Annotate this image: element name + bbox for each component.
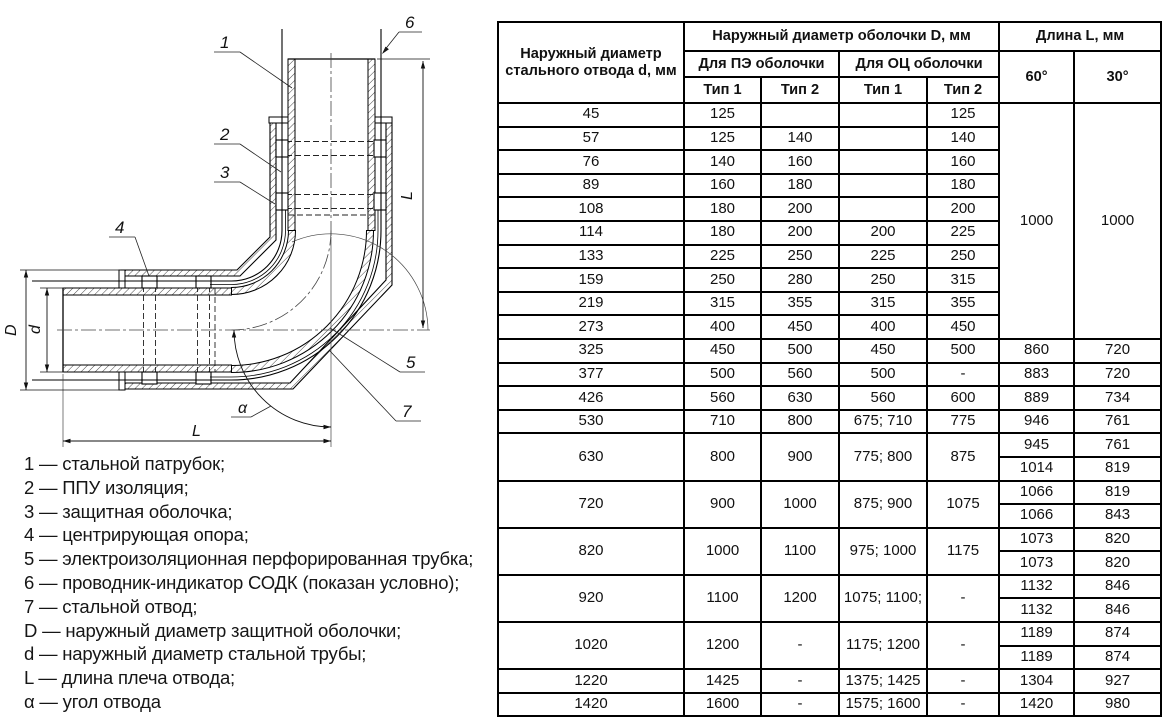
table-cell: 160 [927, 150, 999, 174]
table-cell: 377 [498, 363, 684, 387]
legend-item: D — наружный диаметр защитной оболочки; [24, 619, 402, 641]
header-cell: Тип 1 [839, 77, 927, 103]
table-cell: 1375; 1425 [839, 669, 927, 693]
table-body [498, 103, 1161, 716]
table-cell: 675; 710 [839, 410, 927, 434]
table-cell: 920 [498, 575, 684, 622]
legend-item: 3 — защитная оболочка; [24, 500, 233, 522]
elbow-drawing [0, 0, 497, 452]
table-cell: 500 [684, 363, 761, 387]
table-cell [839, 174, 927, 198]
table-cell: 1100 [761, 528, 839, 575]
table-cell: 946 [999, 410, 1074, 434]
table-cell: 1000 [684, 528, 761, 575]
table-cell: 1075; 1100; [839, 575, 927, 622]
table-cell: 140 [761, 127, 839, 151]
table-cell: 315 [839, 292, 927, 316]
callout-3-label: 3 [220, 163, 230, 182]
table-cell: 1066 [999, 481, 1074, 505]
table-cell: 900 [684, 481, 761, 528]
table-cell: 630 [761, 386, 839, 410]
table-cell: 889 [999, 386, 1074, 410]
table-cell: 560 [761, 363, 839, 387]
table-cell: 400 [839, 315, 927, 339]
dimensions-table [497, 21, 1162, 717]
callout-1-label: 1 [220, 33, 230, 52]
table-cell: 819 [1074, 481, 1161, 505]
table-cell: 1304 [999, 669, 1074, 693]
table-cell: 630 [498, 433, 684, 480]
table-cell: 1600 [684, 693, 761, 717]
table-cell: 1425 [684, 669, 761, 693]
table-cell: 874 [1074, 622, 1161, 646]
callout-2-label: 2 [220, 125, 230, 144]
table-cell: 500 [927, 339, 999, 363]
table-cell: 1132 [999, 598, 1074, 622]
centering-supports [142, 140, 386, 384]
table-cell: 450 [839, 339, 927, 363]
table-cell: 325 [498, 339, 684, 363]
legend [24, 452, 490, 714]
table-cell: 720 [498, 481, 684, 528]
table-cell: 875; 900 [839, 481, 927, 528]
table-cell: 57 [498, 127, 684, 151]
table-row [498, 622, 1161, 646]
table-cell: 1020 [498, 622, 684, 669]
table-cell: 710 [684, 410, 761, 434]
table-cell: 1575; 1600 [839, 693, 927, 717]
table-cell: - [927, 575, 999, 622]
table-cell: 89 [498, 174, 684, 198]
header-cell: Наружный диаметр оболочки D, мм [684, 22, 999, 51]
table-cell: 160 [761, 150, 839, 174]
table-row [498, 669, 1161, 693]
header-cell: Тип 2 [761, 77, 839, 103]
table-cell: 1132 [999, 575, 1074, 599]
callout-6-label: 6 [405, 13, 415, 32]
table-cell: 200 [761, 221, 839, 245]
table-cell: 250 [684, 268, 761, 292]
dim-D-label: D [3, 324, 20, 336]
legend-item: 2 — ППУ изоляция; [24, 476, 189, 498]
table-cell: 843 [1074, 504, 1161, 528]
table-cell: 800 [684, 433, 761, 480]
table-row [498, 386, 1161, 410]
table-cell: - [761, 622, 839, 669]
table-cell: 426 [498, 386, 684, 410]
legend-item: 1 — стальной патрубок; [24, 453, 225, 474]
table-cell: 180 [684, 221, 761, 245]
table-cell: 1073 [999, 528, 1074, 552]
table-cell: 1420 [498, 693, 684, 717]
table-row [498, 363, 1161, 387]
table-cell: 1200 [761, 575, 839, 622]
table-cell: 180 [684, 197, 761, 221]
table-cell: 273 [498, 315, 684, 339]
table-cell: 160 [684, 174, 761, 198]
table-cell: 900 [761, 433, 839, 480]
casing [119, 117, 392, 390]
table-cell: 140 [927, 127, 999, 151]
table-cell: 76 [498, 150, 684, 174]
legend-item: α — угол отвода [24, 690, 161, 712]
table-cell: - [927, 693, 999, 717]
table-cell: 800 [761, 410, 839, 434]
header-cell: Тип 1 [684, 77, 761, 103]
table-cell: 219 [498, 292, 684, 316]
callout-5-label: 5 [406, 353, 416, 372]
table-cell [839, 127, 927, 151]
dim-alpha-label: α [238, 400, 248, 417]
table-cell: 1189 [999, 622, 1074, 646]
table-cell: 734 [1074, 386, 1161, 410]
table-cell: 500 [839, 363, 927, 387]
legend-item: 7 — стальной отвод; [24, 595, 198, 617]
table-cell: 819 [1074, 457, 1161, 481]
table-cell [839, 103, 927, 127]
table-cell: 530 [498, 410, 684, 434]
table-cell: 250 [761, 245, 839, 269]
table-cell: 860 [999, 339, 1074, 363]
table-cell: 1420 [999, 693, 1074, 717]
table-cell [839, 150, 927, 174]
table-row [498, 575, 1161, 599]
table-cell: - [927, 363, 999, 387]
table-cell: 1175 [927, 528, 999, 575]
table-cell: 1000 [761, 481, 839, 528]
header-cell: Тип 2 [927, 77, 999, 103]
table-cell: 114 [498, 221, 684, 245]
legend-item: d — наружный диаметр стальной трубы; [24, 643, 367, 665]
table-cell: 159 [498, 268, 684, 292]
table-cell: - [761, 669, 839, 693]
table-cell: 450 [684, 339, 761, 363]
table-cell: 200 [839, 221, 927, 245]
table-cell: 775 [927, 410, 999, 434]
legend-item: L — длина плеча отвода; [24, 667, 235, 689]
table-row [498, 22, 1161, 51]
table-cell: 775; 800 [839, 433, 927, 480]
dim-d-label: d [27, 325, 44, 334]
table-row [498, 693, 1161, 717]
table-cell: 1000 [1074, 103, 1161, 339]
table-row [498, 103, 1161, 127]
callout-7-label: 7 [402, 402, 412, 421]
table-cell: 125 [927, 103, 999, 127]
table-cell: 180 [761, 174, 839, 198]
table-cell: 200 [761, 197, 839, 221]
table-cell: 140 [684, 150, 761, 174]
dim-L-bottom-label: L [192, 423, 201, 440]
table-cell: 1200 [684, 622, 761, 669]
table-cell: 225 [839, 245, 927, 269]
table-cell: 280 [761, 268, 839, 292]
table-cell: 225 [684, 245, 761, 269]
table-cell: 820 [498, 528, 684, 575]
table-row [498, 433, 1161, 457]
header-cell: Для ОЦ оболочки [839, 51, 999, 77]
table-cell: 180 [927, 174, 999, 198]
header-cell: Наружный диаметр стального отвода d, мм [498, 22, 684, 103]
table-cell: 600 [927, 386, 999, 410]
table-row [498, 410, 1161, 434]
hidden-lines [144, 142, 387, 384]
table-cell: 980 [1074, 693, 1161, 717]
table-row [498, 481, 1161, 505]
header-cell: 60° [999, 51, 1074, 103]
table-cell: 720 [1074, 363, 1161, 387]
table-cell: 846 [1074, 575, 1161, 599]
table-cell: 250 [839, 268, 927, 292]
callout-4-label: 4 [115, 218, 125, 237]
table-cell: 1075 [927, 481, 999, 528]
table-cell: 1066 [999, 504, 1074, 528]
table-cell: 945 [999, 433, 1074, 457]
header-cell: Для ПЭ оболочки [684, 51, 839, 77]
table-cell: 560 [684, 386, 761, 410]
table-cell: 355 [927, 292, 999, 316]
table-cell: 975; 1000 [839, 528, 927, 575]
table-header [498, 22, 1161, 103]
table-cell: - [927, 669, 999, 693]
table-cell: 500 [761, 339, 839, 363]
table-cell: 720 [1074, 339, 1161, 363]
table-row [498, 339, 1161, 363]
table-cell: 1000 [999, 103, 1074, 339]
steel-pipe [63, 59, 375, 373]
table-cell: 200 [927, 197, 999, 221]
legend-item: 4 — центрирующая опора; [24, 524, 249, 546]
table-cell: 883 [999, 363, 1074, 387]
table-cell: 875 [927, 433, 999, 480]
table-cell: 108 [498, 197, 684, 221]
table-cell: 250 [927, 245, 999, 269]
table-cell: 400 [684, 315, 761, 339]
table-cell: 355 [761, 292, 839, 316]
table-cell: 846 [1074, 598, 1161, 622]
table-cell: 225 [927, 221, 999, 245]
table-cell: 450 [927, 315, 999, 339]
table-cell: 820 [1074, 528, 1161, 552]
table-cell: 1220 [498, 669, 684, 693]
table-cell: 45 [498, 103, 684, 127]
table-cell [839, 197, 927, 221]
table-cell: 125 [684, 103, 761, 127]
table-cell: 315 [684, 292, 761, 316]
table-cell: 874 [1074, 646, 1161, 670]
header-cell: 30° [1074, 51, 1161, 103]
table-cell [761, 103, 839, 127]
table-cell: 315 [927, 268, 999, 292]
table-cell: 820 [1074, 551, 1161, 575]
header-cell: Длина L, мм [999, 22, 1161, 51]
table-cell: 1073 [999, 551, 1074, 575]
table-cell: 450 [761, 315, 839, 339]
legend-item: 5 — электроизоляционная перфорированная трубка; [24, 548, 474, 570]
table-cell: 125 [684, 127, 761, 151]
table-cell: 1100 [684, 575, 761, 622]
table-cell: 761 [1074, 410, 1161, 434]
legend-item: 6 — проводник-индикатор СОДК (показан условно); [24, 571, 460, 593]
table-cell: - [761, 693, 839, 717]
table-cell: 560 [839, 386, 927, 410]
dim-L-right-label: L [399, 191, 416, 200]
table-cell: 1014 [999, 457, 1074, 481]
table-cell: 1175; 1200 [839, 622, 927, 669]
table-cell: 927 [1074, 669, 1161, 693]
table-cell: - [927, 622, 999, 669]
table-cell: 133 [498, 245, 684, 269]
table-cell: 761 [1074, 433, 1161, 457]
table-row [498, 528, 1161, 552]
table-cell: 1189 [999, 646, 1074, 670]
